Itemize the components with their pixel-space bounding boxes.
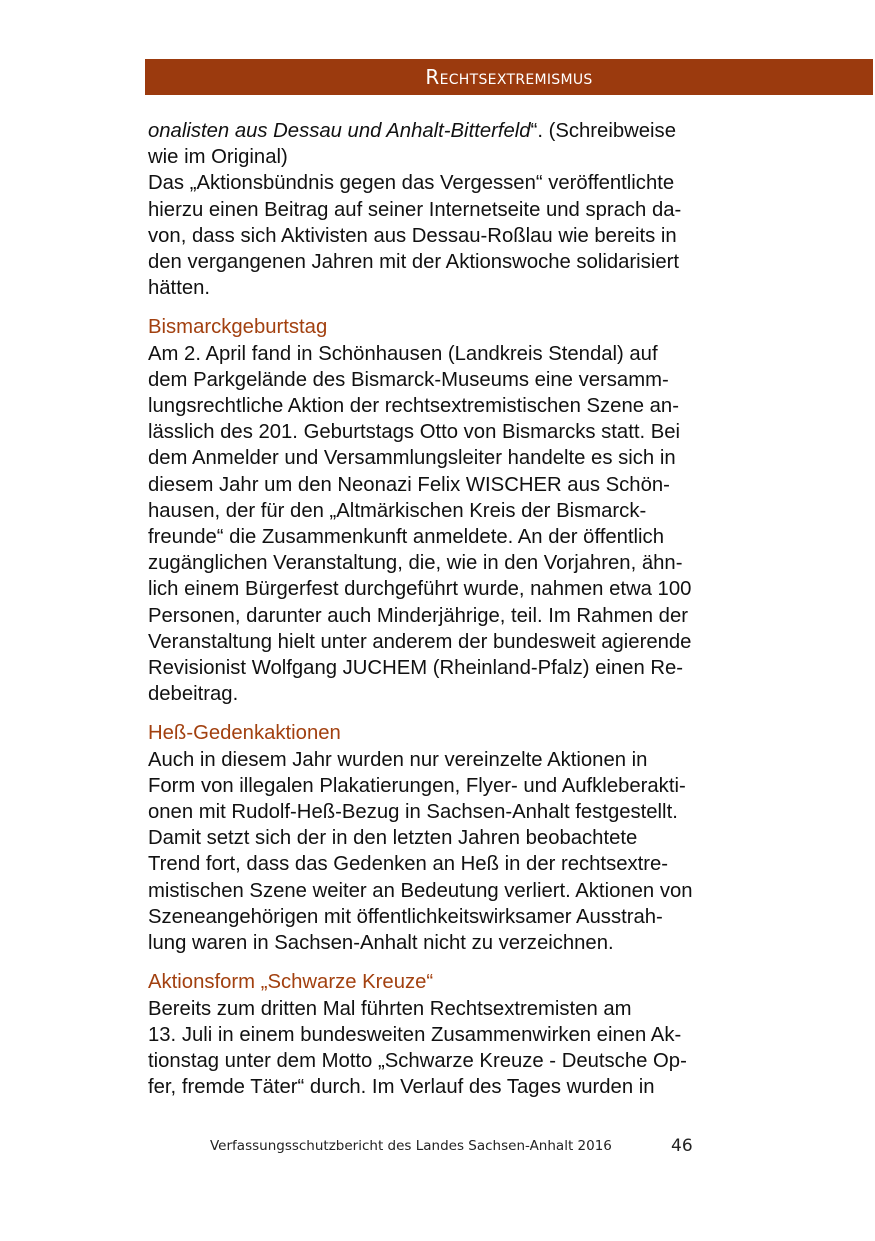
- chapter-header-bar: [145, 59, 873, 95]
- section-body-hess: Auch in diesem Jahr wurden nur vereinzelte Aktionen in Form von illegalen Plakatierungen, Flyer- und Aufkleberakti- onen mit Rudolf-Heß-Bezug in Sachsen-Anhalt festgestellt. Damit setzt sich der in den letzten Jahren beobachtete Trend fort, dass das Gedenken an Heß in der rechtsextre- mistischen Szene weiter an Bedeutung verliert. Aktionen von Szeneangehörigen mit öffentlichkeitswirksamer Ausstrah- lung waren in Sachsen-Anhalt nicht zu verzeichnen.: [148, 748, 693, 955]
- section-heading-hess: Heß-Gedenkaktionen: [148, 722, 341, 745]
- intro-continuation: [148, 118, 773, 144]
- section-body-schwarze-kreuze: Bereits zum dritten Mal führten Rechtsextremisten am 13. Juli in einem bundesweiten Zusammenwirken einen Ak- tionstag unter dem Motto „Schwarze Kreuze - Deutsche Op- fer, fremde Täter“ durch. Im Verlauf des Tages wurden in: [148, 997, 687, 1099]
- chapter-title: Rechtsextremismus: [425, 65, 593, 89]
- section-body-bismarck: Am 2. April fand in Schönhausen (Landkreis Stendal) auf dem Parkgelände des Bismarck-Museums eine versamm- lungsrechtliche Aktion der rechtsextremistischen Szene an- lässlich des 201. Geburtstags Otto von Bismarcks statt. Bei dem Anmelder und Versammlungsleiter handelte es sich in diesem Jahr um den Neonazi Felix WISCHER aus Schön- hausen, der für den „Altmärkischen Kreis der Bismarck- freunde“ die Zusammenkunft anmeldete. An der öffentlich zugänglichen Veranstaltung, die, wie in den Vorjahren, ähn- lich einem Bürgerfest durchgeführt wurde, nahmen etwa 100 Personen, darunter auch Minderjährige, teil. Im Rahmen der Veranstaltung hielt unter anderem der bundesweit agierende Revisionist Wolfgang JUCHEM (Rheinland-Pfalz) einen Re- debeitrag.: [148, 342, 692, 706]
- intro-italic-text: onalisten aus Dessau und Anhalt-Bitterfeld: [148, 120, 531, 142]
- page-number: 46: [671, 1136, 693, 1156]
- section-heading-schwarze-kreuze: Aktionsform „Schwarze Kreuze“: [148, 971, 434, 994]
- section-heading-bismarck: Bismarckgeburtstag: [148, 316, 328, 339]
- footer-text: Verfassungsschutzbericht des Landes Sachsen-Anhalt 2016: [210, 1138, 612, 1154]
- intro-paragraph: Das „Aktionsbündnis gegen das Vergessen“ veröffentlichte hierzu einen Beitrag auf seiner Internetseite und sprach da- von, dass sich Aktivisten aus Dessau-Roßlau wie bereits in den vergangenen Jahren mit der Aktionswoche solidarisiert hätten.: [148, 172, 682, 300]
- intro-second-line: wie im Original): [148, 146, 288, 169]
- intro-first-line-rest: “. (Schreibweise: [530, 120, 676, 142]
- page-content: [148, 118, 773, 1100]
